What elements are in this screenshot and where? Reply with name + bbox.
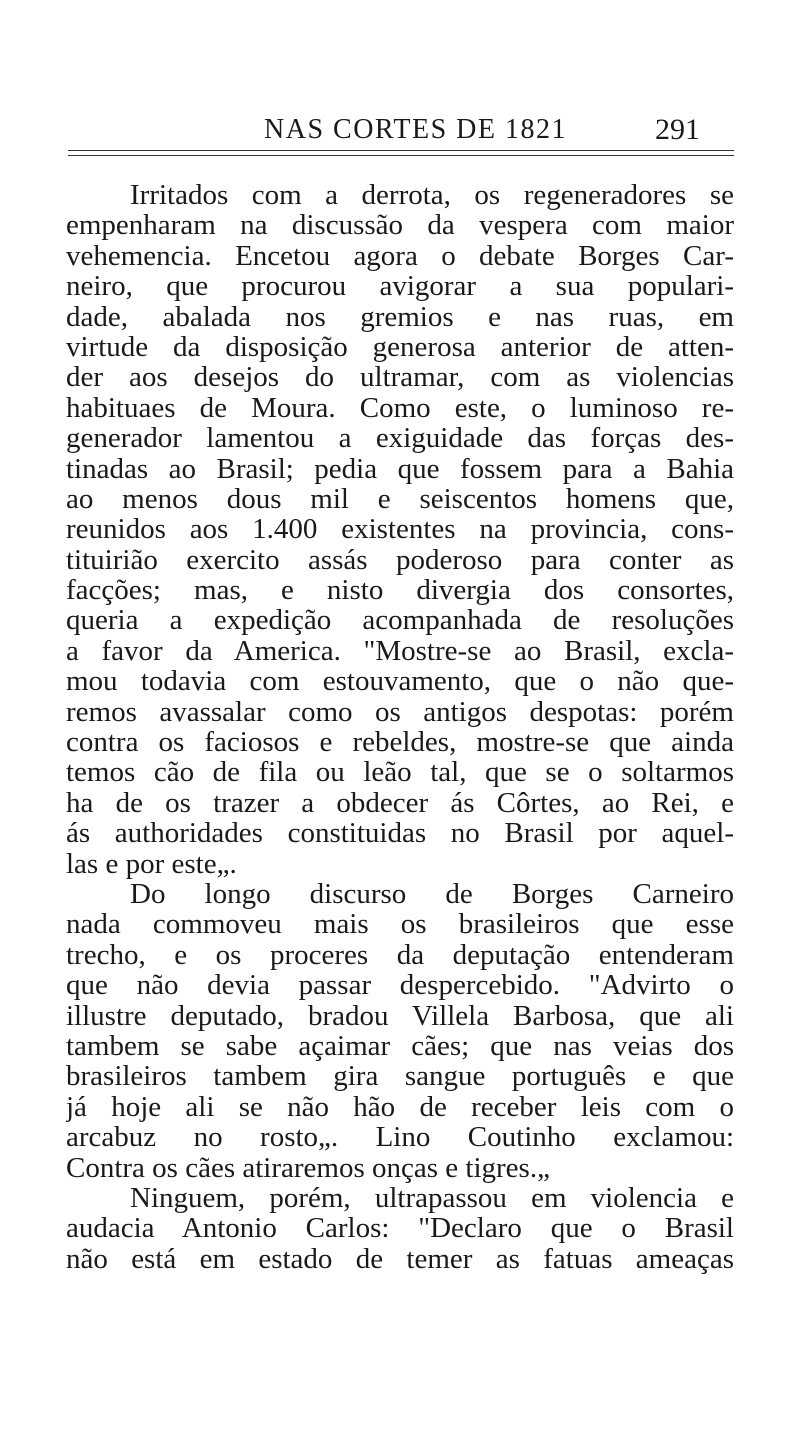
text-line: Do longo discurso de Borges Carneiro — [130, 878, 734, 910]
text-line: der aos desejos do ultramar, com as violencias — [66, 362, 734, 393]
text-line: não está em estado de temer as fatuas ameaças — [66, 1243, 734, 1275]
text-line: tinadas ao Brasil; pedia que fossem para a Bahia — [66, 453, 734, 484]
text-line: Contra os cães atiraremos onças e tigres.„ — [66, 1152, 550, 1183]
body-text — [66, 180, 734, 1274]
text-line: arcabuz no rosto„. Lino Coutinho exclamou: — [66, 1122, 734, 1153]
text-line: facções; mas, e nisto divergia dos consortes, — [66, 575, 734, 606]
text-line: que não devia passar despercebido. "Advirto o — [66, 970, 734, 1001]
text-line: a favor da America. "Mostre-se ao Brasil, excla- — [66, 635, 734, 667]
text-line: reunidos aos 1.400 existentes na provincia, cons- — [66, 514, 734, 545]
text-line: vehemencia. Encetou agora o debate Borges Car- — [66, 240, 734, 272]
text-line: las e por este„. — [66, 848, 237, 879]
text-line: generador lamentou a exiguidade das forças des- — [66, 423, 734, 454]
text-line: queria a expedição acompanhada de resoluções — [66, 605, 734, 636]
header-rule — [68, 150, 734, 151]
text-line: ás authoridades constituidas no Brasil por aquel- — [66, 818, 734, 849]
page-number: 291 — [655, 113, 700, 146]
page-header — [68, 110, 734, 150]
text-line: mou todavia com estouvamento, que o não que- — [66, 666, 734, 697]
running-title: NAS CORTES DE 1821 — [264, 114, 568, 145]
text-line: tambem se sabe açaimar cães; que nas veias dos — [66, 1030, 734, 1062]
text-line: trecho, e os proceres da deputação entenderam — [66, 939, 734, 971]
text-line: ao menos dous mil e seiscentos homens que, — [66, 483, 734, 515]
text-line: temos cão de fila ou leão tal, que se o soltarmos — [66, 757, 734, 788]
text-line: illustre deputado, bradou Villela Barbosa, que ali — [66, 1000, 734, 1031]
header-rule-secondary — [68, 155, 734, 156]
text-line: contra os faciosos e rebeldes, mostre-se que ainda — [66, 727, 734, 758]
text-line: habituaes de Moura. Como este, o luminoso re- — [66, 392, 734, 424]
text-line: nada commoveu mais os brasileiros que esse — [66, 909, 734, 940]
text-line: dade, abalada nos gremios e nas ruas, em — [66, 301, 734, 332]
text-line: tituirião exercito assás poderoso para conter as — [66, 544, 734, 576]
text-line: brasileiros tambem gira sangue português e que — [66, 1061, 734, 1092]
text-line: virtude da disposição generosa anterior de atten- — [66, 331, 734, 363]
text-line: audacia Antonio Carlos: "Declaro que o Brasil — [66, 1213, 734, 1244]
text-line: remos avassalar como os antigos despotas: porém — [66, 696, 734, 728]
text-line: ha de os trazer a obdecer ás Côrtes, ao Rei, e — [66, 787, 734, 819]
text-line: Ninguem, porém, ultrapassou em violencia e — [130, 1182, 734, 1214]
text-line: Irritados com a derrota, os regeneradores se — [130, 180, 734, 211]
text-line: neiro, que procurou avigorar a sua populari- — [66, 271, 734, 302]
text-line: já hoje ali se não hão de receber leis com o — [66, 1091, 734, 1123]
text-line: empenharam na discussão da vespera com maior — [66, 210, 734, 241]
